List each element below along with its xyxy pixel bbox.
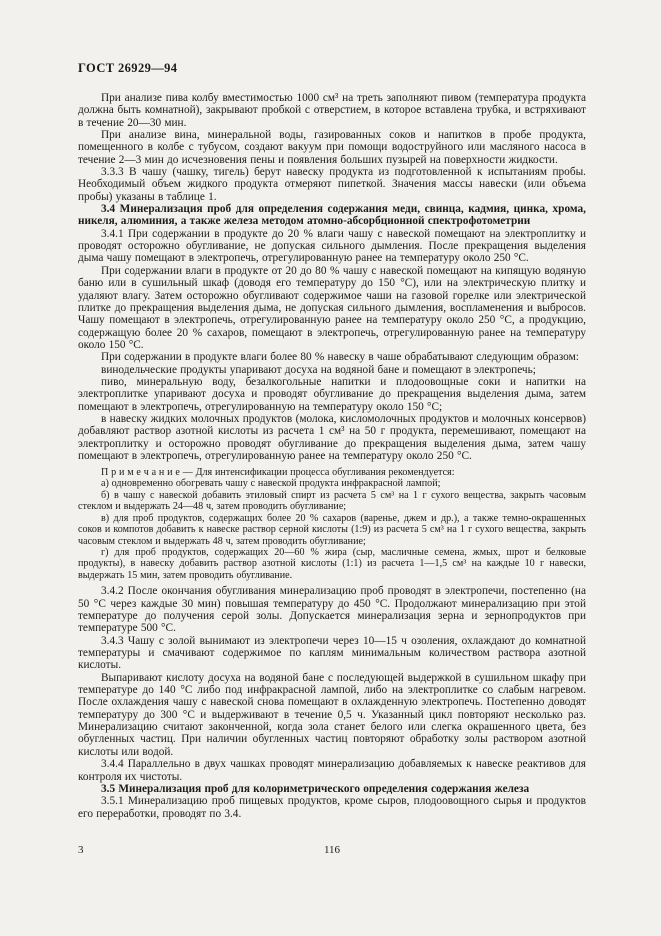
para-3-3-3: 3.3.3 В чашу (чашку, тигель) берут навеску продукта из подготовленной к испытаниям пробы. Необходимый объем жидкого продукта отмеряют пипеткой. Значения массы навески (или объема пробы) указаны в таблице 1. [78,166,586,203]
page-number-center: 116 [323,844,341,856]
para-wine-analysis: При анализе вина, минеральной воды, газированных соков и напитков в пробе продукта, помещенного в колбе с тубусом, создают вакуум при помощи водоструйного или масляного насоса в течение 2—3 мин до исчезновения пены и появления больших пузырей на поверхности жидкости. [78,129,586,166]
para-dairy-products: в навеску жидких молочных продуктов (молока, кисломолочных продуктов и молочных консервов) добавляют раствор азотной кислоты из расчета 1 см³ на 50 г продукта, перемешивают, помещают на электроплитку и осторожно проводят обугливание до прекращения выделения дыма, затем чашу помещают в электропечь, отрегулированную ранее на температуру около 250 °С. [78,412,586,462]
para-moisture-over-80: При содержании в продукте влаги более 80 % навеску в чаше обрабатывают следующим образом: [101,351,579,364]
para-moisture-20-80: При содержании влаги в продукте от 20 до 80 % чашу с навеской помещают на кипящую водяную баню или в сушильный шкаф (доводя его температуру до 150 °С), или на электрическую плитку и удаляют влагу. Затем осторожно обугливают содержимое чаши на газовой горелке или электрической плитке до прекращения выделения дыма, не допуская сильного дымления, воспламенения и выбросов. Чашу помещают в электропечь, отрегулированную ранее на температуру около 250 °С, а продукцию, содержащую более 20 % сахаров, помещают в электропечь, отрегулированную ранее на температуру около 150 °С. [78,264,586,351]
heading-3-5: 3.5 Минерализация проб для колориметрического определения содержания железа [101,782,530,795]
note-item-g: г) для проб продуктов, содержащих 20—60 % жира (сыр, масличные семена, жмых, шрот и белковые продукты), в навеску добавить раствор азотной кислоты (1:1) из расчета 1—1,5 см³ на каждые 10 г навески, выдержать 15 мин, затем проводить обугливание. [78,546,586,581]
para-3-4-4: 3.4.4 Параллельно в двух чашках проводят минерализацию добавляемых к навеске реактивов для контроля их чистоты. [78,758,586,783]
gost-number-header: ГОСТ 26929—94 [78,61,178,75]
note-item-v: в) для проб продуктов, содержащих более 20 % сахаров (варенье, джем и др.), а также темно-окрашенных соков и компотов добавить к навеске раствор серной кислоты (1:9) из расчета 5 см³ на 1 г сухого вещества, закрыть часовым стеклом и выдержать 48 ч, затем проводить обугливание; [78,512,586,547]
text-block [78,62,586,820]
note-item-a: а) одновременно обогревать чашу с навеской продукта инфракрасной лампой; [101,478,441,490]
para-3-4-2: 3.4.2 После окончания обугливания минерализацию проб проводят в электропечи, постепенно (на 50 °С через каждые 30 мин) повышая температуру до 450 °С. Продолжают минерализацию при этой температуре до получения серой золы. Допускается минерализация зерна и зернопродуктов при температуре 500 °С. [78,585,586,635]
para-3-4-3: 3.4.3 Чашу с золой вынимают из электропечи через 10—15 ч озоления, охлаждают до комнатной температуры и смачивают содержимое по каплям минимальным количеством раствора азотной кислоты. [78,634,586,672]
para-wine-products: винодельческие продукты упаривают досуха на водяной бане и помещают в электропечь; [101,363,536,376]
note-block [78,467,586,582]
note-item-b: б) в чашу с навеской добавить этиловый спирт из расчета 5 см³ на 1 г сухого вещества, закрыть часовым стеклом и выдержать 24—48 ч, затем проводить обугливание; [78,489,586,513]
page-number-left: 3 [78,844,84,856]
para-3-4-1: 3.4.1 При содержании в продукте до 20 % влаги чашу с навеской помещают на электроплитку и проводят осторожно обугливание, не допуская сильного дымления. После прекращения выделения дыма чашу помещают в электропечь, отрегулированную ранее на температуру около 250 °С. [78,227,586,265]
para-acid-evaporation: Выпаривают кислоту досуха на водяной бане с последующей выдержкой в сушильном шкафу при температуре до 140 °С либо под инфракрасной лампой, либо на электроплитке со слабым нагревом. После охлаждения чашу с навеской снова помещают в охлажденную электропечь. Постепенно доводят температуру до 300 °С и выдерживают в течение 0,5 ч. Указанный цикл повторяют несколько раз. Минерализацию считают законченной, когда зола станет белого или слегка окрашенного цвета, без обугленных частиц. При наличии обугленных частиц повторяют обработку золы раствором азотной кислоты или водой. [78,671,586,758]
para-beer-mineral-water: пиво, минеральную воду, безалкогольные напитки и плодоовощные соки и напитки на электроплитке упаривают досуха и проводят обугливание до прекращения выделения дыма, затем помещают в электропечь, отрегулированную на температуру около 150 °С; [78,375,586,413]
para-beer-analysis: При анализе пива колбу вместимостью 1000 см³ на треть заполняют пивом (температура продукта должна быть комнатной), закрывают пробкой с отверстием, в которое вставлена трубка, и встряхивают в течение 20—30 мин. [78,92,586,129]
heading-3-4: 3.4 Минерализация проб для определения содержания меди, свинца, кадмия, цинка, хрома, никеля, алюминия, а также железа методом атомно-абсорбционной спектрофотометрии [78,203,586,228]
para-3-5-1: 3.5.1 Минерализацию проб пищевых продуктов, кроме сыров, плодоовощного сырья и продуктов его переработки, проводят по 3.4. [78,795,586,820]
note-intro: П р и м е ч а н и е — Для интенсификации процесса обугливания рекомендуется: [101,466,455,478]
page-footer [78,844,586,858]
